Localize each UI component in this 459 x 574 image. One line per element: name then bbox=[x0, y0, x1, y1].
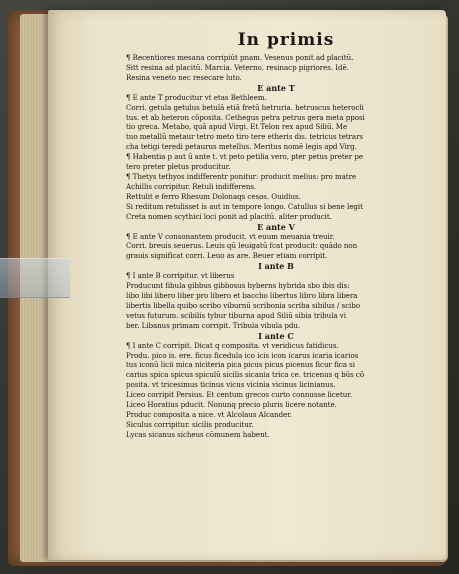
text-line: tio greca. Metabo, quā apud Virgi. Et Telon rex apud Siliū. Me bbox=[126, 122, 348, 132]
section-heading: E ante V bbox=[257, 221, 295, 232]
text-line: posita. vt tricesimus ticinus vicus vicinia vicinus licinianus. bbox=[126, 380, 336, 390]
section-intro bbox=[126, 53, 426, 83]
text-line: Lycas sicanus sicheus cōmunem habent. bbox=[126, 429, 270, 439]
text-line: ¶ Thetys tethyos indifferentr ponitur: producit melius: pro matre bbox=[126, 171, 357, 181]
text-line: Corri. getula getulus betulā etiā fretū hetruria. hetruscus heterocli bbox=[126, 102, 364, 112]
text-line: vetus futurum. scibilis tybur tiburna apud Siliū sibia tribula vi bbox=[126, 310, 346, 320]
text-line: Resina veneto nec resecare luto. bbox=[126, 72, 242, 82]
text-line: libertis libella quibo scribo viburnū scribonia scriba sibilus / scibo bbox=[126, 300, 360, 310]
text-line: Rettulit e ferro Rhesum Dolonaqs cesos. Ouidius. bbox=[126, 191, 301, 201]
section-e-ante-v bbox=[126, 222, 426, 262]
section-heading: I ante C bbox=[258, 330, 294, 341]
section-i-ante-b bbox=[126, 261, 426, 330]
text-line: Si reditum retulisset is aut in tempore longo. Catullus si bene legit bbox=[126, 201, 363, 211]
text-line: grauis significat corri. Leuo as are. Beuer etiam corripit. bbox=[126, 251, 328, 261]
text-block bbox=[126, 30, 426, 440]
text-line: tus. et ab heteron cōposita. Cethegus petra petrus gera meta pposi bbox=[126, 112, 365, 122]
text-line: Sitt resina ad placitū. Marcia. Veterno, resinacp pigriores. Idē. bbox=[126, 62, 349, 72]
text-line: Creta nomen scythici loci ponit ad placitū. aliter producit. bbox=[126, 211, 332, 221]
text-line: ¶ I ante C corripit. Dicat q composita. vt veridicus fatidicus. bbox=[126, 340, 339, 350]
text-line: Produ. pico is. ere. ficus ficedula ico icis icon icarus icaria icarios bbox=[126, 350, 359, 360]
text-line: Produc composita a nice. vt Alcolaus Alcander. bbox=[126, 410, 292, 419]
text-line: Achillis corripitur. Retuli indifferens. bbox=[126, 181, 257, 191]
text-line: ¶ E ante T producitur vt etas Bethleem. bbox=[126, 92, 267, 102]
section-heading: E ante T bbox=[257, 82, 295, 93]
text-line: ¶ I ante B corripitur. vt liberus bbox=[126, 271, 235, 281]
text-line: Corri. breuis seuerus. Leuis qū leuigatū fcat producit: quādo non bbox=[126, 241, 358, 251]
text-line: ber. Libanus primam corripit. Tribula vibula pdu. bbox=[126, 320, 301, 330]
section-i-ante-c bbox=[126, 331, 426, 440]
page-heading: In primis bbox=[237, 30, 335, 50]
text-line: tero preter pletus producitur. bbox=[126, 162, 231, 172]
section-e-ante-t bbox=[126, 83, 426, 222]
text-line: cha tetigi teredi petaurus metellus. Meritus nomē legis apd Virg. bbox=[126, 142, 357, 152]
text-line: ¶ E ante V consonantem producit. vt euum meuania treuir. bbox=[126, 231, 335, 241]
text-line: Producunt fibula gibbus gibbosus hyberns hybrida sbo ibis dis: bbox=[126, 281, 350, 291]
text-line: Liceo Horatius pducit. Nonunq precio pluris licere notante. bbox=[126, 400, 337, 410]
text-line: tus iconū licii mica niciteria pica picus picus picenus ficur fica si bbox=[126, 360, 355, 370]
text-line: Siculus corripitur. sicilis producitur. bbox=[126, 419, 254, 429]
text-line: Liceo corripit Persius. Et centum grecos curto connusse licetur. bbox=[126, 390, 353, 400]
text-line: libo libi libero liber pro libero et baccho libertus libro libra libera bbox=[126, 291, 358, 301]
text-line: tuo metallū metaur tetro meto tiro tere etheris dis. tetricus tetrars bbox=[126, 132, 364, 142]
section-heading: I ante B bbox=[258, 261, 294, 272]
text-line: ¶ Habentia p aut ū ante t. vt peto petilia vero, pter petus preter pe bbox=[126, 152, 363, 162]
bookmark-ribbon bbox=[0, 258, 70, 298]
text-line: ¶ Recentiores mesana corripiūt pnam. Vesenus ponit ad placitū. bbox=[126, 53, 354, 62]
text-line: carius spica spicus spiculū sicilis sicania trica ce. tricenus q būs cō bbox=[126, 370, 365, 380]
